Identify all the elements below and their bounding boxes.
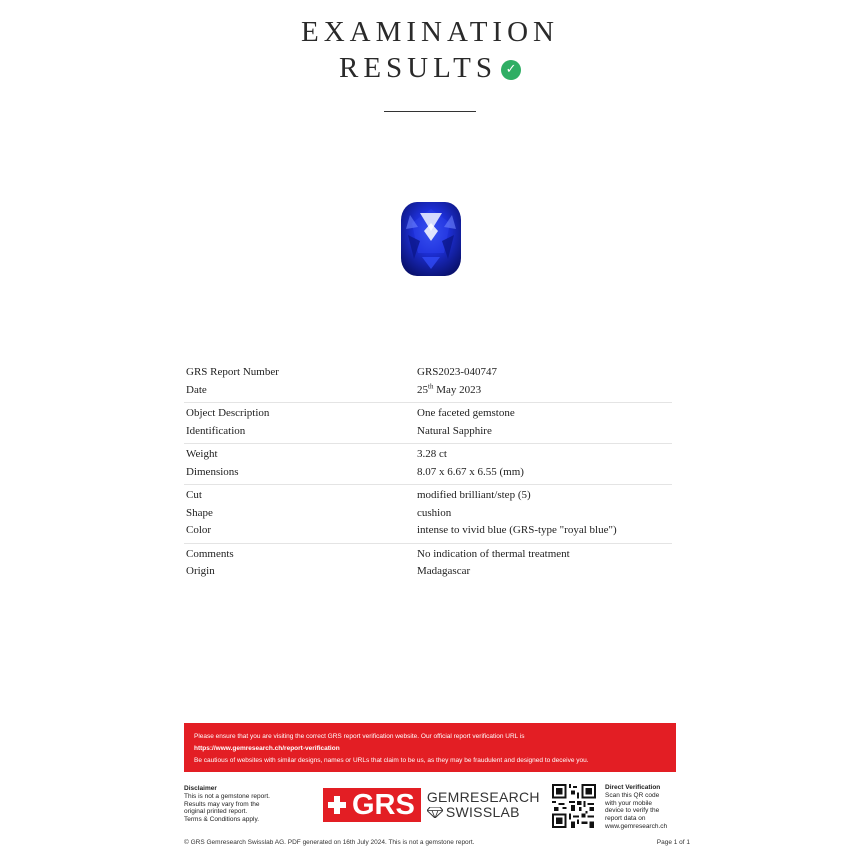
detail-value: intense to vivid blue (GRS-type "royal blue") bbox=[417, 524, 617, 536]
detail-row bbox=[184, 423, 672, 441]
detail-value: cushion bbox=[417, 506, 452, 519]
detail-group bbox=[184, 544, 672, 584]
footer bbox=[184, 782, 676, 832]
qr-code-icon[interactable] bbox=[552, 784, 596, 828]
detail-value: modified brilliant/step (5) bbox=[417, 489, 531, 501]
detail-value: Madagascar bbox=[417, 565, 471, 577]
detail-label: Object Description bbox=[186, 407, 270, 419]
verification-url-link[interactable]: https://www.gemresearch.ch/report-verification bbox=[194, 745, 340, 752]
verify-line: device to verify the bbox=[605, 807, 660, 815]
detail-label: Weight bbox=[186, 448, 218, 460]
verify-line: report data on bbox=[605, 815, 646, 823]
examination-details bbox=[184, 362, 672, 584]
warning-text: Please ensure that you are visiting the correct GRS report verification website. Our official report verification URL is bbox=[194, 733, 525, 740]
diamond-icon bbox=[427, 807, 443, 818]
verify-link[interactable]: www.gemresearch.ch bbox=[605, 822, 668, 830]
detail-group bbox=[184, 362, 672, 403]
disclaimer bbox=[184, 785, 304, 824]
detail-label: Shape bbox=[186, 506, 213, 519]
verify-line: with your mobile bbox=[605, 799, 652, 807]
page-number: Page 1 of 1 bbox=[656, 839, 690, 846]
detail-group bbox=[184, 485, 672, 544]
detail-label: Color bbox=[186, 524, 212, 536]
detail-label: Cut bbox=[186, 489, 202, 501]
copyright-text: © GRS Gemresearch Swisslab AG. PDF generated on 16th July 2024. This is not a gemstone report. bbox=[184, 839, 475, 846]
detail-value: 3.28 ct bbox=[417, 448, 447, 460]
disclaimer-heading: Disclaimer bbox=[184, 785, 217, 792]
detail-row bbox=[184, 563, 672, 581]
disclaimer-line: Terms & Conditions apply. bbox=[184, 816, 260, 824]
detail-row bbox=[184, 405, 672, 423]
detail-value: Natural Sapphire bbox=[417, 424, 492, 437]
disclaimer-line: This is not a gemstone report. bbox=[184, 792, 270, 800]
verify-line: Scan this QR code bbox=[605, 791, 660, 799]
detail-row bbox=[184, 505, 672, 523]
sapphire-image bbox=[400, 201, 462, 277]
check-circle-icon: ✓ bbox=[501, 60, 521, 80]
grs-logo-text: GEMRESEARCH SWISSLAB bbox=[426, 789, 540, 820]
detail-value: One faceted gemstone bbox=[417, 407, 515, 419]
detail-value: GRS2023-040747 bbox=[417, 366, 498, 378]
title-line-2: RESULTS ✓ bbox=[0, 52, 860, 85]
title-divider bbox=[384, 111, 476, 112]
swiss-cross-icon bbox=[328, 796, 346, 814]
verify-heading: Direct Verification bbox=[605, 784, 661, 791]
grs-logo bbox=[323, 788, 540, 822]
detail-row bbox=[184, 464, 672, 482]
grs-logo-mark: GRS bbox=[323, 788, 421, 822]
detail-group bbox=[184, 444, 672, 485]
disclaimer-line: Results may vary from the bbox=[184, 800, 260, 808]
detail-label: GRS Report Number bbox=[186, 366, 279, 378]
detail-row bbox=[184, 546, 672, 564]
detail-value: 8.07 x 6.67 x 6.55 (mm) bbox=[417, 465, 524, 478]
detail-row bbox=[184, 446, 672, 464]
detail-value: No indication of thermal treatment bbox=[417, 547, 570, 560]
detail-row bbox=[184, 382, 672, 400]
disclaimer-line: original printed report. bbox=[184, 808, 248, 816]
detail-row bbox=[184, 487, 672, 505]
detail-row bbox=[184, 364, 672, 382]
detail-label: Comments bbox=[186, 547, 234, 560]
detail-group bbox=[184, 403, 672, 444]
detail-label: Dimensions bbox=[186, 465, 239, 478]
copyright-bar bbox=[184, 838, 690, 848]
detail-label: Origin bbox=[186, 565, 215, 577]
detail-value: 25th May 2023 bbox=[417, 381, 482, 396]
title-line-1: EXAMINATION bbox=[301, 16, 559, 48]
detail-label: Date bbox=[186, 383, 207, 396]
detail-row bbox=[184, 522, 672, 540]
warning-caution-text: Be cautious of websites with similar designs, names or URLs that claim to be us, as they may be fraudulent and designed to deceive you. bbox=[194, 757, 589, 764]
detail-label: Identification bbox=[186, 424, 246, 437]
verification-warning-banner bbox=[184, 723, 676, 772]
direct-verification bbox=[605, 784, 685, 831]
